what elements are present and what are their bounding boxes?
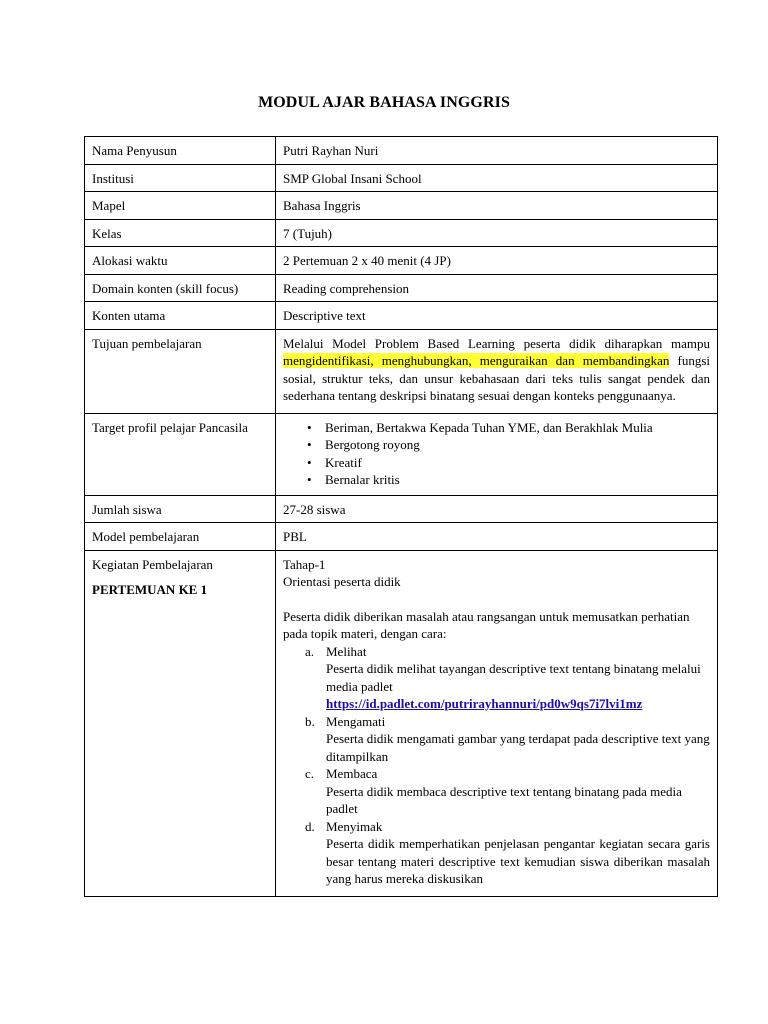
value-mapel: Bahasa Inggris: [276, 192, 718, 220]
profil-item-text: Bergotong royong: [325, 437, 420, 452]
table-row: [85, 550, 718, 896]
label-nama-penyusun: Nama Penyusun: [85, 137, 276, 165]
step-marker: a.: [305, 643, 315, 659]
padlet-link[interactable]: https://id.padlet.com/putrirayhannuri/pd0w9qs7i7lvi1mz: [326, 696, 643, 711]
kegiatan-label: Kegiatan Pembelajaran: [92, 556, 213, 572]
value-target-profil: [276, 413, 718, 495]
step-title: Membaca: [326, 766, 378, 781]
bullet-icon: •: [307, 437, 312, 452]
step-description: Peserta didik mengamati gambar yang terdapat pada descriptive text yang ditampilkan: [326, 731, 710, 764]
label-kegiatan-pembelajaran: [85, 550, 276, 896]
table-row: [85, 164, 718, 192]
label-model-pembelajaran: Model pembelajaran: [85, 523, 276, 551]
table-row: [85, 523, 718, 551]
tujuan-highlighted-text: mengidentifikasi, menghubungkan, menguraikan dan membandingkan: [283, 353, 670, 368]
label-domain-konten: Domain konten (skill focus): [85, 274, 276, 302]
label-mapel: Mapel: [85, 192, 276, 220]
value-tujuan-pembelajaran: [276, 329, 718, 413]
value-institusi: SMP Global Insani School: [276, 164, 718, 192]
table-row: [85, 302, 718, 330]
value-model-pembelajaran: PBL: [276, 523, 718, 551]
profil-item-text: Bernalar kritis: [325, 472, 400, 487]
label-konten-utama: Konten utama: [85, 302, 276, 330]
list-item: [283, 818, 710, 888]
label-jumlah-siswa: Jumlah siswa: [85, 495, 276, 523]
list-item: [283, 454, 710, 472]
table-row: [85, 274, 718, 302]
step-title: Mengamati: [326, 713, 386, 729]
label-tujuan-pembelajaran: Tujuan pembelajaran: [85, 329, 276, 413]
step-description: Peserta didik membaca descriptive text tentang binatang pada media padlet: [326, 783, 682, 816]
step-marker: b.: [305, 713, 315, 729]
value-konten-utama: Descriptive text: [276, 302, 718, 330]
profil-bullet-list: [283, 419, 710, 489]
bullet-icon: •: [307, 454, 312, 470]
value-jumlah-siswa: 27-28 siswa: [276, 495, 718, 523]
module-info-table: [84, 136, 718, 897]
value-kelas: 7 (Tujuh): [276, 219, 718, 247]
tahap-title: Orientasi peserta didik: [283, 574, 401, 589]
document-title: MODUL AJAR BAHASA INGGRIS: [258, 94, 510, 111]
step-title: Menyimak: [326, 818, 383, 834]
list-item: [283, 643, 710, 713]
kegiatan-intro: Peserta didik diberikan masalah atau rangsangan untuk memusatkan perhatian pada topik materi, dengan cara:: [283, 608, 690, 641]
step-marker: d.: [305, 818, 315, 834]
list-item: [283, 419, 710, 437]
profil-item-text: Beriman, Bertakwa Kepada Tuhan YME, dan Berakhlak Mulia: [325, 419, 653, 435]
tujuan-text-after: fungsi sosial, struktur teks, dan unsur kebahasaan dari teks tulis sangat pendek dan sederhana tentang deskripsi binatang sesuai dengan konteks penggunaanya.: [283, 353, 710, 403]
table-row: [85, 329, 718, 413]
table-row: [85, 247, 718, 275]
kegiatan-steps-list: [283, 643, 710, 888]
list-item: [283, 713, 710, 766]
label-alokasi-waktu: Alokasi waktu: [85, 247, 276, 275]
tujuan-text-before: Melalui Model Problem Based Learning peserta didik diharapkan mampu: [283, 335, 710, 351]
value-kegiatan-pembelajaran: [276, 550, 718, 896]
pertemuan-heading: PERTEMUAN KE 1: [92, 582, 208, 597]
table-row: [85, 137, 718, 165]
table-row: [85, 495, 718, 523]
step-marker: c.: [305, 766, 315, 781]
list-item: [283, 436, 710, 454]
bullet-icon: •: [307, 472, 312, 487]
table-row: [85, 219, 718, 247]
list-item: [283, 765, 710, 818]
tahap-label: Tahap-1: [283, 556, 326, 572]
label-institusi: Institusi: [85, 164, 276, 192]
step-title: Melihat: [326, 643, 367, 659]
list-item: [283, 471, 710, 489]
step-description: Peserta didik memperhatikan penjelasan pengantar kegiatan secara garis besar tentang materi descriptive text kemudian siswa diberikan masalah yang harus mereka diskusikan: [326, 836, 710, 886]
table-row: [85, 192, 718, 220]
bullet-icon: •: [307, 419, 312, 435]
label-target-profil: Target profil pelajar Pancasila: [85, 413, 276, 495]
table-row: [85, 413, 718, 495]
value-nama-penyusun: Putri Rayhan Nuri: [276, 137, 718, 165]
label-kelas: Kelas: [85, 219, 276, 247]
profil-item-text: Kreatif: [325, 454, 362, 470]
value-domain-konten: Reading comprehension: [276, 274, 718, 302]
step-description: Peserta didik melihat tayangan descriptive text tentang binatang melalui media padlet: [326, 661, 701, 694]
value-alokasi-waktu: 2 Pertemuan 2 x 40 menit (4 JP): [276, 247, 718, 275]
